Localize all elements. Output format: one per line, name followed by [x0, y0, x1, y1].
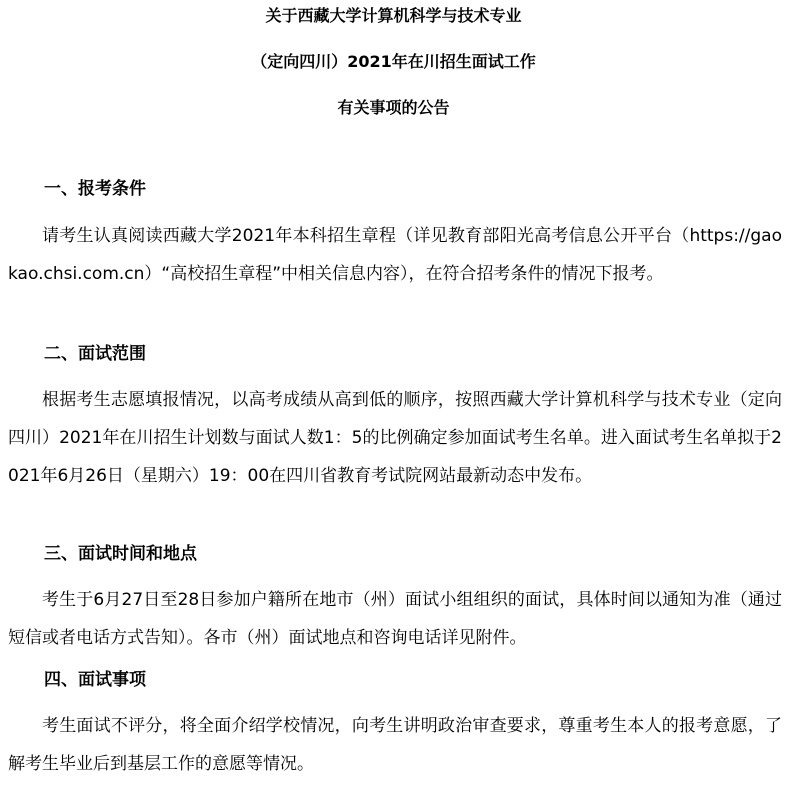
- section-body-requirements: 请考生认真阅读西藏大学2021年本科招生章程（详见教育部阳光高考信息公开平台（https://gaokao.chsi.com.cn）“高校招生章程”中相关信息内容），在符合招考条件的情况下报考。: [8, 226, 782, 284]
- section-body-matters: 考生面试不评分，将全面介绍学校情况，向考生讲明政治审查要求，尊重考生本人的报考意愿，了解考生毕业后到基层工作的意愿等情况。: [8, 716, 782, 774]
- document-title-line-1: 关于西藏大学计算机科学与技术专业: [265, 6, 522, 25]
- section-heading-matters: 四、面试事项: [44, 670, 146, 690]
- document-title-line-2: （定向四川）2021年在川招生面试工作: [251, 52, 536, 71]
- section-heading-time-place: 三、面试时间和地点: [44, 544, 197, 564]
- section-heading-scope: 二、面试范围: [44, 344, 146, 364]
- section-body-time-place: 考生于6月27日至28日参加户籍所在地市（州）面试小组组织的面试，具体时间以通知为准（通过短信或者电话方式告知）。各市（州）面试地点和咨询电话详见附件。: [8, 590, 782, 648]
- section-heading-requirements: 一、报考条件: [44, 179, 146, 199]
- document-title-line-3: 有关事项的公告: [337, 98, 450, 117]
- section-body-scope: 根据考生志愿填报情况，以高考成绩从高到低的顺序，按照西藏大学计算机科学与技术专业（定向四川）2021年在川招生计划数与面试人数1：5的比例确定参加面试考生名单。进入面试考生名单拟于2021年6月26日（星期六）19：00在四川省教育考试院网站最新动态中发布。: [8, 390, 782, 486]
